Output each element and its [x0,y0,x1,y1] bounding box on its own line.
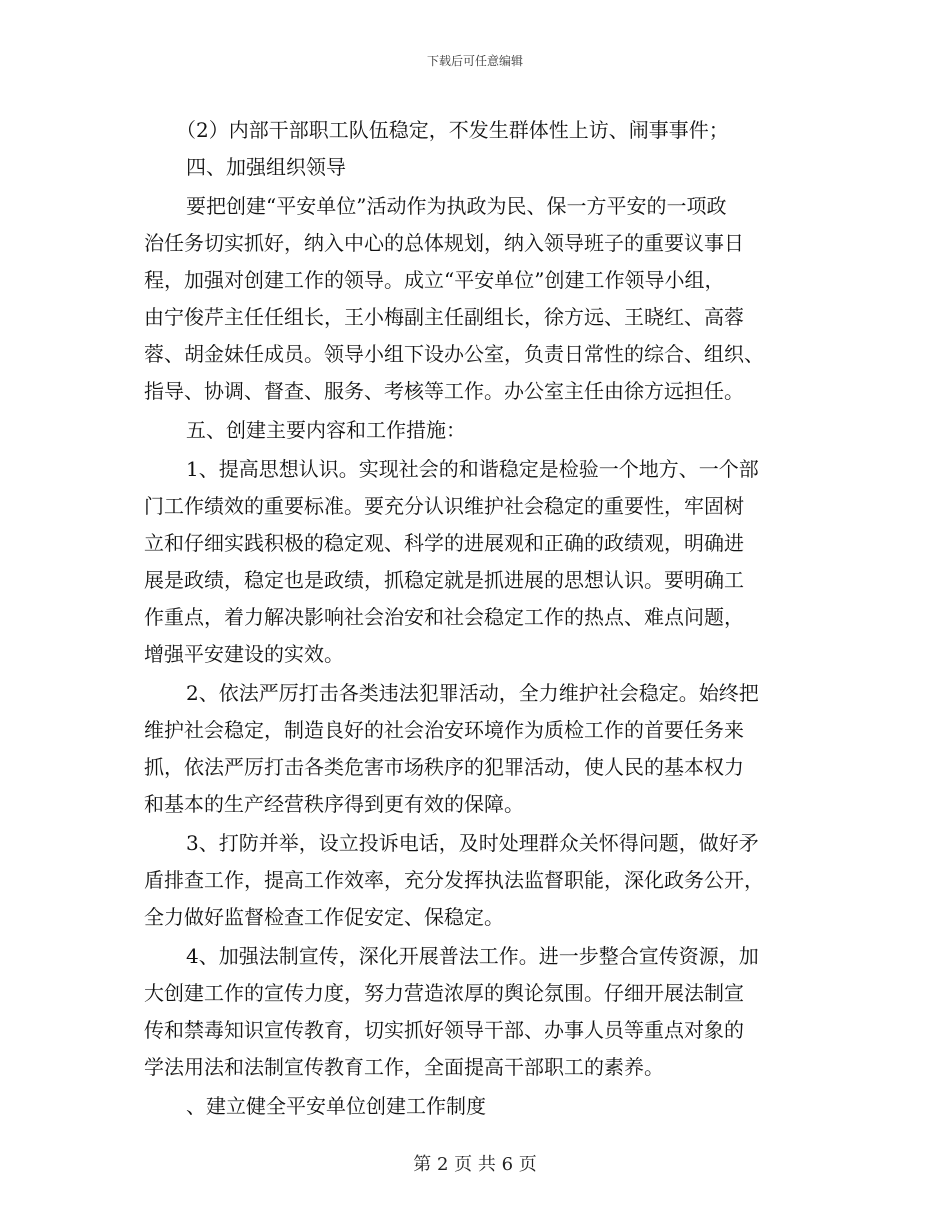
text-line: 门工作绩效的重要标准。要充分认识维护社会稳定的重要性，牢固树 [144,494,744,518]
text-line: 4、加强法制宣传，深化开展普法工作。进一步整合宣传资源，加 [186,944,759,968]
text-line: 增强平安建设的实效。 [144,642,344,666]
section-heading: 、建立健全平安单位创建工作制度 [186,1094,486,1118]
text-line: 学法用法和法制宣传教育工作，全面提高干部职工的素养。 [144,1055,664,1079]
text-line: 治任务切实抓好，纳入中心的总体规划，纳入领导班子的重要议事日 [144,231,744,255]
text-line: 1、提高思想认识。实现社会的和谐稳定是检验一个地方、一个部 [186,457,759,481]
section-heading: 五、创建主要内容和工作措施： [186,418,466,442]
document-body [144,112,804,1125]
text-line: 程，加强对创建工作的领导。成立“平安单位”创建工作领导小组， [144,268,725,292]
text-line: 抓，依法严厉打击各类危害市场秩序的犯罪活动，使人民的基本权力 [144,755,744,779]
text-line: 3、打防并举，设立投诉电话，及时处理群众关怀得问题，做好矛 [186,831,759,855]
text-line: 要把创建“平安单位”活动作为执政为民、保一方平安的一项政 [186,194,727,218]
header-note: 下载后可任意编辑 [426,54,523,68]
text-line: 指导、协调、督查、服务、考核等工作。办公室主任由徐方远担任。 [144,379,744,403]
page-number: 第 2 页 共 6 页 [413,1154,537,1175]
text-line: 维护社会稳定，制造良好的社会治安环境作为质检工作的首要任务来 [144,718,744,742]
text-line: 由宁俊芹主任任组长，王小梅副主任副组长，徐方远、王晓红、高蓉 [144,305,744,329]
text-line: 作重点，着力解决影响社会治安和社会稳定工作的热点、难点问题， [144,605,744,629]
text-line: 大创建工作的宣传力度，努力营造浓厚的舆论氛围。仔细开展法制宣 [144,981,744,1005]
text-line: 传和禁毒知识宣传教育，切实抓好领导干部、办事人员等重点对象的 [144,1018,744,1042]
text-line: 和基本的生产经营秩序得到更有效的保障。 [144,792,524,816]
text-line: 立和仔细实践积极的稳定观、科学的进展观和正确的政绩观，明确进 [144,531,744,555]
text-line: 展是政绩，稳定也是政绩，抓稳定就是抓进展的思想认识。要明确工 [144,568,744,592]
text-line: 蓉、胡金妹任成员。领导小组下设办公室，负责日常性的综合、组织、 [144,342,764,366]
section-heading: 四、加强组织领导 [186,155,346,179]
text-line: 全力做好监督检查工作促安定、保稳定。 [144,905,504,929]
text-line: 2、依法严厉打击各类违法犯罪活动，全力维护社会稳定。始终把 [186,681,759,705]
text-line: （2）内部干部职工队伍稳定，不发生群体性上访、闹事事件； [176,118,729,142]
text-line: 盾排查工作，提高工作效率，充分发挥执法监督职能，深化政务公开， [144,868,764,892]
